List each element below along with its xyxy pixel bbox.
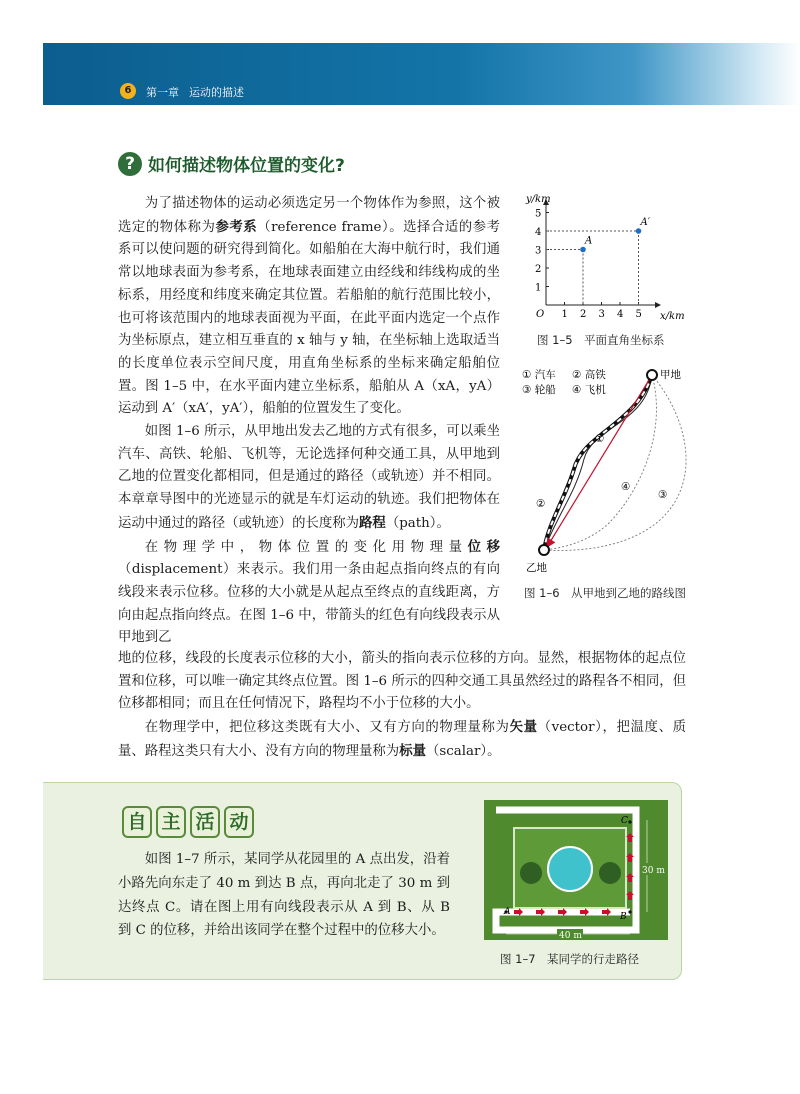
figure-1-6-caption: 图 1–6 从甲地到乙地的路线图 (524, 586, 687, 600)
route-label-4: ④ (621, 481, 631, 493)
term-vector: 矢量 (509, 719, 538, 736)
figure-1-7-caption: 图 1–7 某同学的行走路径 (500, 952, 640, 966)
displacement-arrow (547, 375, 652, 547)
figure-1-5-coordinate-plane (510, 190, 690, 325)
y-tick-label: 1 (535, 282, 542, 294)
body-text-wide (118, 648, 686, 764)
paragraph-displacement-cont: 地的位移，线段的长度表示位移的大小，箭头的指向表示位移的方向。显然，根据物体的起点位置和位移，可以唯一确定其终点位置。图 1–6 所示的四种交通工具虽然经过的路程各不相同，但位移都相同；而且在任何情况下，路程均不小于位移的大小。 (118, 651, 686, 712)
activity-title-char: 动 (224, 806, 254, 838)
text-run: 如图 1–6 所示，从甲地出发去乙地的方式有很多，可以乘坐汽车、高铁、轮船、飞机等，无论选择何种交通工具，从甲地到乙地的位置变化都相同，但是通过的路径（或轨迹）并不相同。本章章导图中的光迹显示的就是车灯运动的轨迹。我们把物体在运动中通过的路径（或轨迹）的长度称为 (118, 424, 500, 531)
chapter-label (146, 84, 254, 100)
chapter-number: 第一章 (146, 86, 179, 99)
route-label-3: ③ (658, 489, 668, 501)
text-run: 在物理学中，物体位置的变化用物理量 (144, 539, 468, 555)
paragraph-reference-frame (118, 193, 500, 421)
activity-title-char: 主 (156, 806, 186, 838)
x-tick-label: 1 (561, 309, 568, 320)
dimension-40m: 40 m (559, 931, 582, 940)
x-tick-label: 2 (580, 309, 587, 320)
figure-1-6-route-map (518, 364, 693, 579)
text-run: 在物理学中，把位移这类既有大小、又有方向的物理量称为 (144, 720, 510, 736)
route-ship (544, 375, 686, 550)
legend-ship: ③ 轮船 (522, 384, 556, 396)
point-a-label: A (585, 235, 593, 247)
end-point (539, 545, 549, 555)
x-tick-label: 4 (617, 309, 624, 320)
y-tick-label: 3 (535, 245, 542, 257)
path-point-1 (628, 910, 631, 913)
text-run: （vector），把温度、质量、路程这类只有大小、没有方向的物理量称为 (118, 720, 686, 759)
text-run: 为了描述物体的运动必须选定另一个物体作为参照，这个被选定的物体称为 (118, 196, 500, 235)
start-label: 甲地 (660, 369, 681, 381)
point-a-prime (636, 228, 642, 234)
route-label-2: ② (536, 498, 546, 510)
term-reference-frame: 参考系 (215, 218, 258, 235)
fountain-pond (548, 847, 592, 891)
term-displacement: 位移 (467, 538, 501, 555)
end-label: 乙地 (526, 562, 547, 574)
question-icon: ? (118, 152, 142, 176)
legend-plane: ④ 飞机 (572, 384, 606, 396)
paragraph-displacement (118, 536, 500, 651)
legend-car: ① 汽车 (522, 369, 556, 381)
activity-title (122, 806, 254, 838)
x-tick-label: 5 (635, 309, 642, 320)
label-a: A (504, 907, 511, 917)
tree-right (599, 862, 621, 884)
point-a (580, 247, 586, 253)
origin-label: O (536, 309, 545, 320)
activity-title-char: 活 (190, 806, 220, 838)
body-text (118, 193, 500, 650)
path-point-2 (628, 820, 631, 823)
activity-title-char: 自 (122, 806, 152, 838)
chapter-title: 运动的描述 (189, 86, 244, 99)
start-point (647, 370, 657, 380)
text-run: （reference frame）。选择合适的参考系可以使问题的研究得到简化。如船舶在大海中航行时，我们通常以地球表面为参考系，在地球表面建立由经线和纬线构成的坐标系，用经度和纬度来确定其位置。若船舶的航行范围比较小，也可将该范围内的地球表面视为平面，在此平面内选定一个点作为坐标原点，建立相互垂直的 x 轴与 y 轴，在坐标轴上选取适当的长度单位表示空间尺度，用直角坐标系的坐标来确定船舶位置。图 1–5 中，在水平面内建立坐标系，船舶从 A（xA，yA）运动到 A′（xA′，yA′），船舶的位置发生了变化。 (118, 219, 501, 417)
y-tick-label: 2 (535, 264, 542, 275)
route-label-1: ① (595, 433, 605, 445)
text-run: （path）。 (385, 515, 450, 531)
text-run: （scalar）。 (425, 743, 501, 759)
text-run: （displacement）来表示。我们用一条由起点指向终点的有向线段来表示位移。位移的大小就是从起点至终点的直线距离，方向由起点指向终点。在图 1–6 中，带箭头的红色有向线段表示从甲地到乙 (118, 562, 500, 646)
y-tick-label: 4 (535, 227, 542, 238)
y-axis-label: y/km (526, 194, 551, 205)
term-path: 路程 (359, 514, 386, 531)
term-scalar: 标量 (399, 742, 426, 759)
dimension-30m: 30 m (642, 866, 665, 876)
paragraph-vector-scalar (118, 716, 686, 763)
activity-text (118, 848, 450, 943)
page-number: 6 (120, 83, 136, 99)
tree-left (520, 862, 542, 884)
label-c: C (621, 816, 628, 826)
point-a-prime-label: A′ (640, 217, 650, 228)
figure-1-5-caption: 图 1–5 平面直角坐标系 (537, 333, 665, 347)
x-axis-label: x/km (660, 311, 685, 322)
legend-highspeed-rail: ② 高铁 (572, 369, 606, 381)
section-title: 如何描述物体位置的变化? (148, 156, 345, 176)
y-tick-label: 5 (535, 208, 542, 220)
paragraph-path (118, 421, 500, 536)
activity-paragraph: 如图 1–7 所示，某同学从花园里的 A 点出发，沿着小路先向东走了 40 m 到达 B 点，再向北走了 30 m 到达终点 C。请在图上用有向线段表示从 A 到 B、从 B 到 C 的位移，并给出该同学在整个过程中的位移大小。 (118, 852, 450, 939)
x-tick-label: 3 (598, 309, 605, 320)
label-b: B (620, 912, 627, 922)
figure-1-7-garden-path (484, 800, 668, 940)
